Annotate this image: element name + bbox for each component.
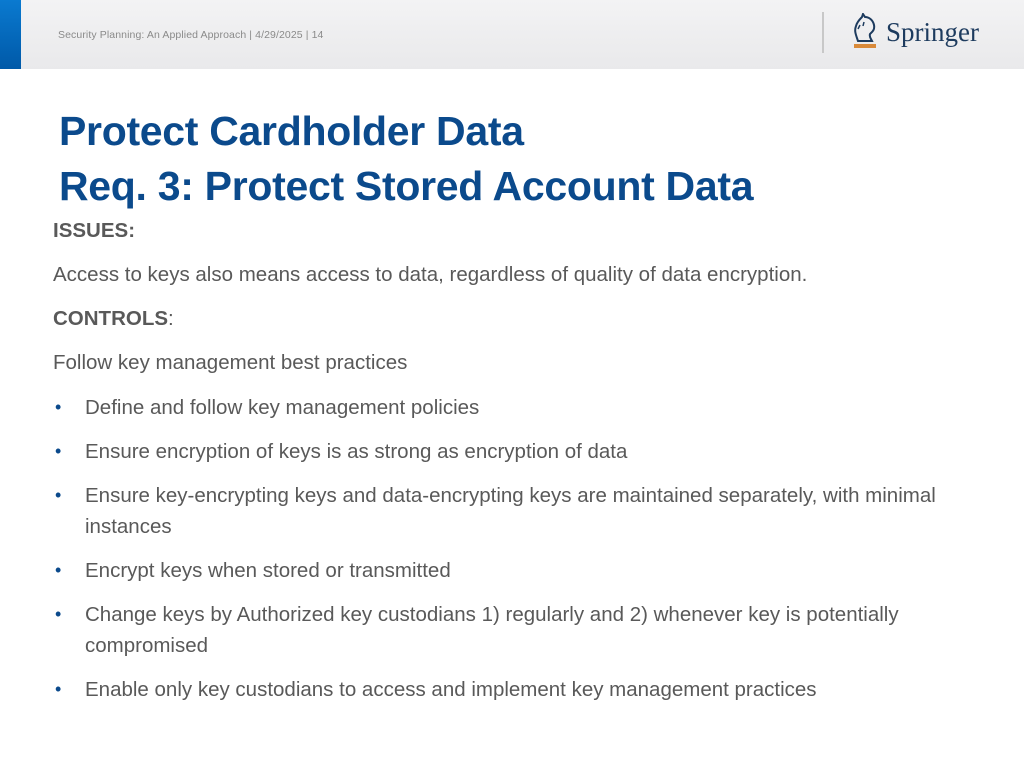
bullet-item xyxy=(53,674,953,705)
bullet-dot-icon: • xyxy=(55,441,62,461)
springer-logo xyxy=(850,13,980,53)
controls-heading xyxy=(53,304,953,348)
logo-text: Springer xyxy=(886,17,979,47)
slide-body xyxy=(53,216,953,718)
bullet-item xyxy=(53,555,953,586)
controls-label: CONTROLS xyxy=(53,307,169,330)
title-line-1: Protect Cardholder Data xyxy=(59,108,524,154)
bullet-text: Enable only key custodians to access and implement key management practices xyxy=(85,678,817,701)
bullet-dot-icon: • xyxy=(55,604,62,624)
slide-header xyxy=(0,0,1024,69)
bullet-item xyxy=(53,392,953,423)
bullet-dot-icon: • xyxy=(55,397,62,417)
bullet-text: Define and follow key management policies xyxy=(85,396,480,419)
bullet-dot-icon: • xyxy=(55,485,62,505)
bullet-dot-icon: • xyxy=(55,679,62,699)
header-divider xyxy=(822,12,824,53)
bullet-item xyxy=(53,480,953,542)
bullet-dot-icon: • xyxy=(55,560,62,580)
knight-horse-icon xyxy=(850,13,880,51)
bullet-text: Encrypt keys when stored or transmitted xyxy=(85,559,451,582)
bullet-text: Ensure encryption of keys is as strong as encryption of data xyxy=(85,440,628,463)
accent-bar xyxy=(0,0,21,69)
controls-intro: Follow key management best practices xyxy=(53,351,408,374)
controls-colon: : xyxy=(168,307,174,330)
bullet-text: Change keys by Authorized key custodians 1) regularly and 2) whenever key is potentially compromised xyxy=(85,603,899,657)
footer-text: Security Planning: An Applied Approach | 4/29/2025 | 14 xyxy=(58,29,324,41)
bullet-text: Ensure key-encrypting keys and data-encrypting keys are maintained separately, with minimal instances xyxy=(85,484,936,538)
issues-label: ISSUES: xyxy=(53,219,136,242)
page-title xyxy=(59,104,753,214)
title-line-2: Req. 3: Protect Stored Account Data xyxy=(59,163,754,209)
issues-text: Access to keys also means access to data, regardless of quality of data encryption. xyxy=(53,263,808,286)
bullet-item xyxy=(53,599,953,661)
bullet-item xyxy=(53,436,953,467)
